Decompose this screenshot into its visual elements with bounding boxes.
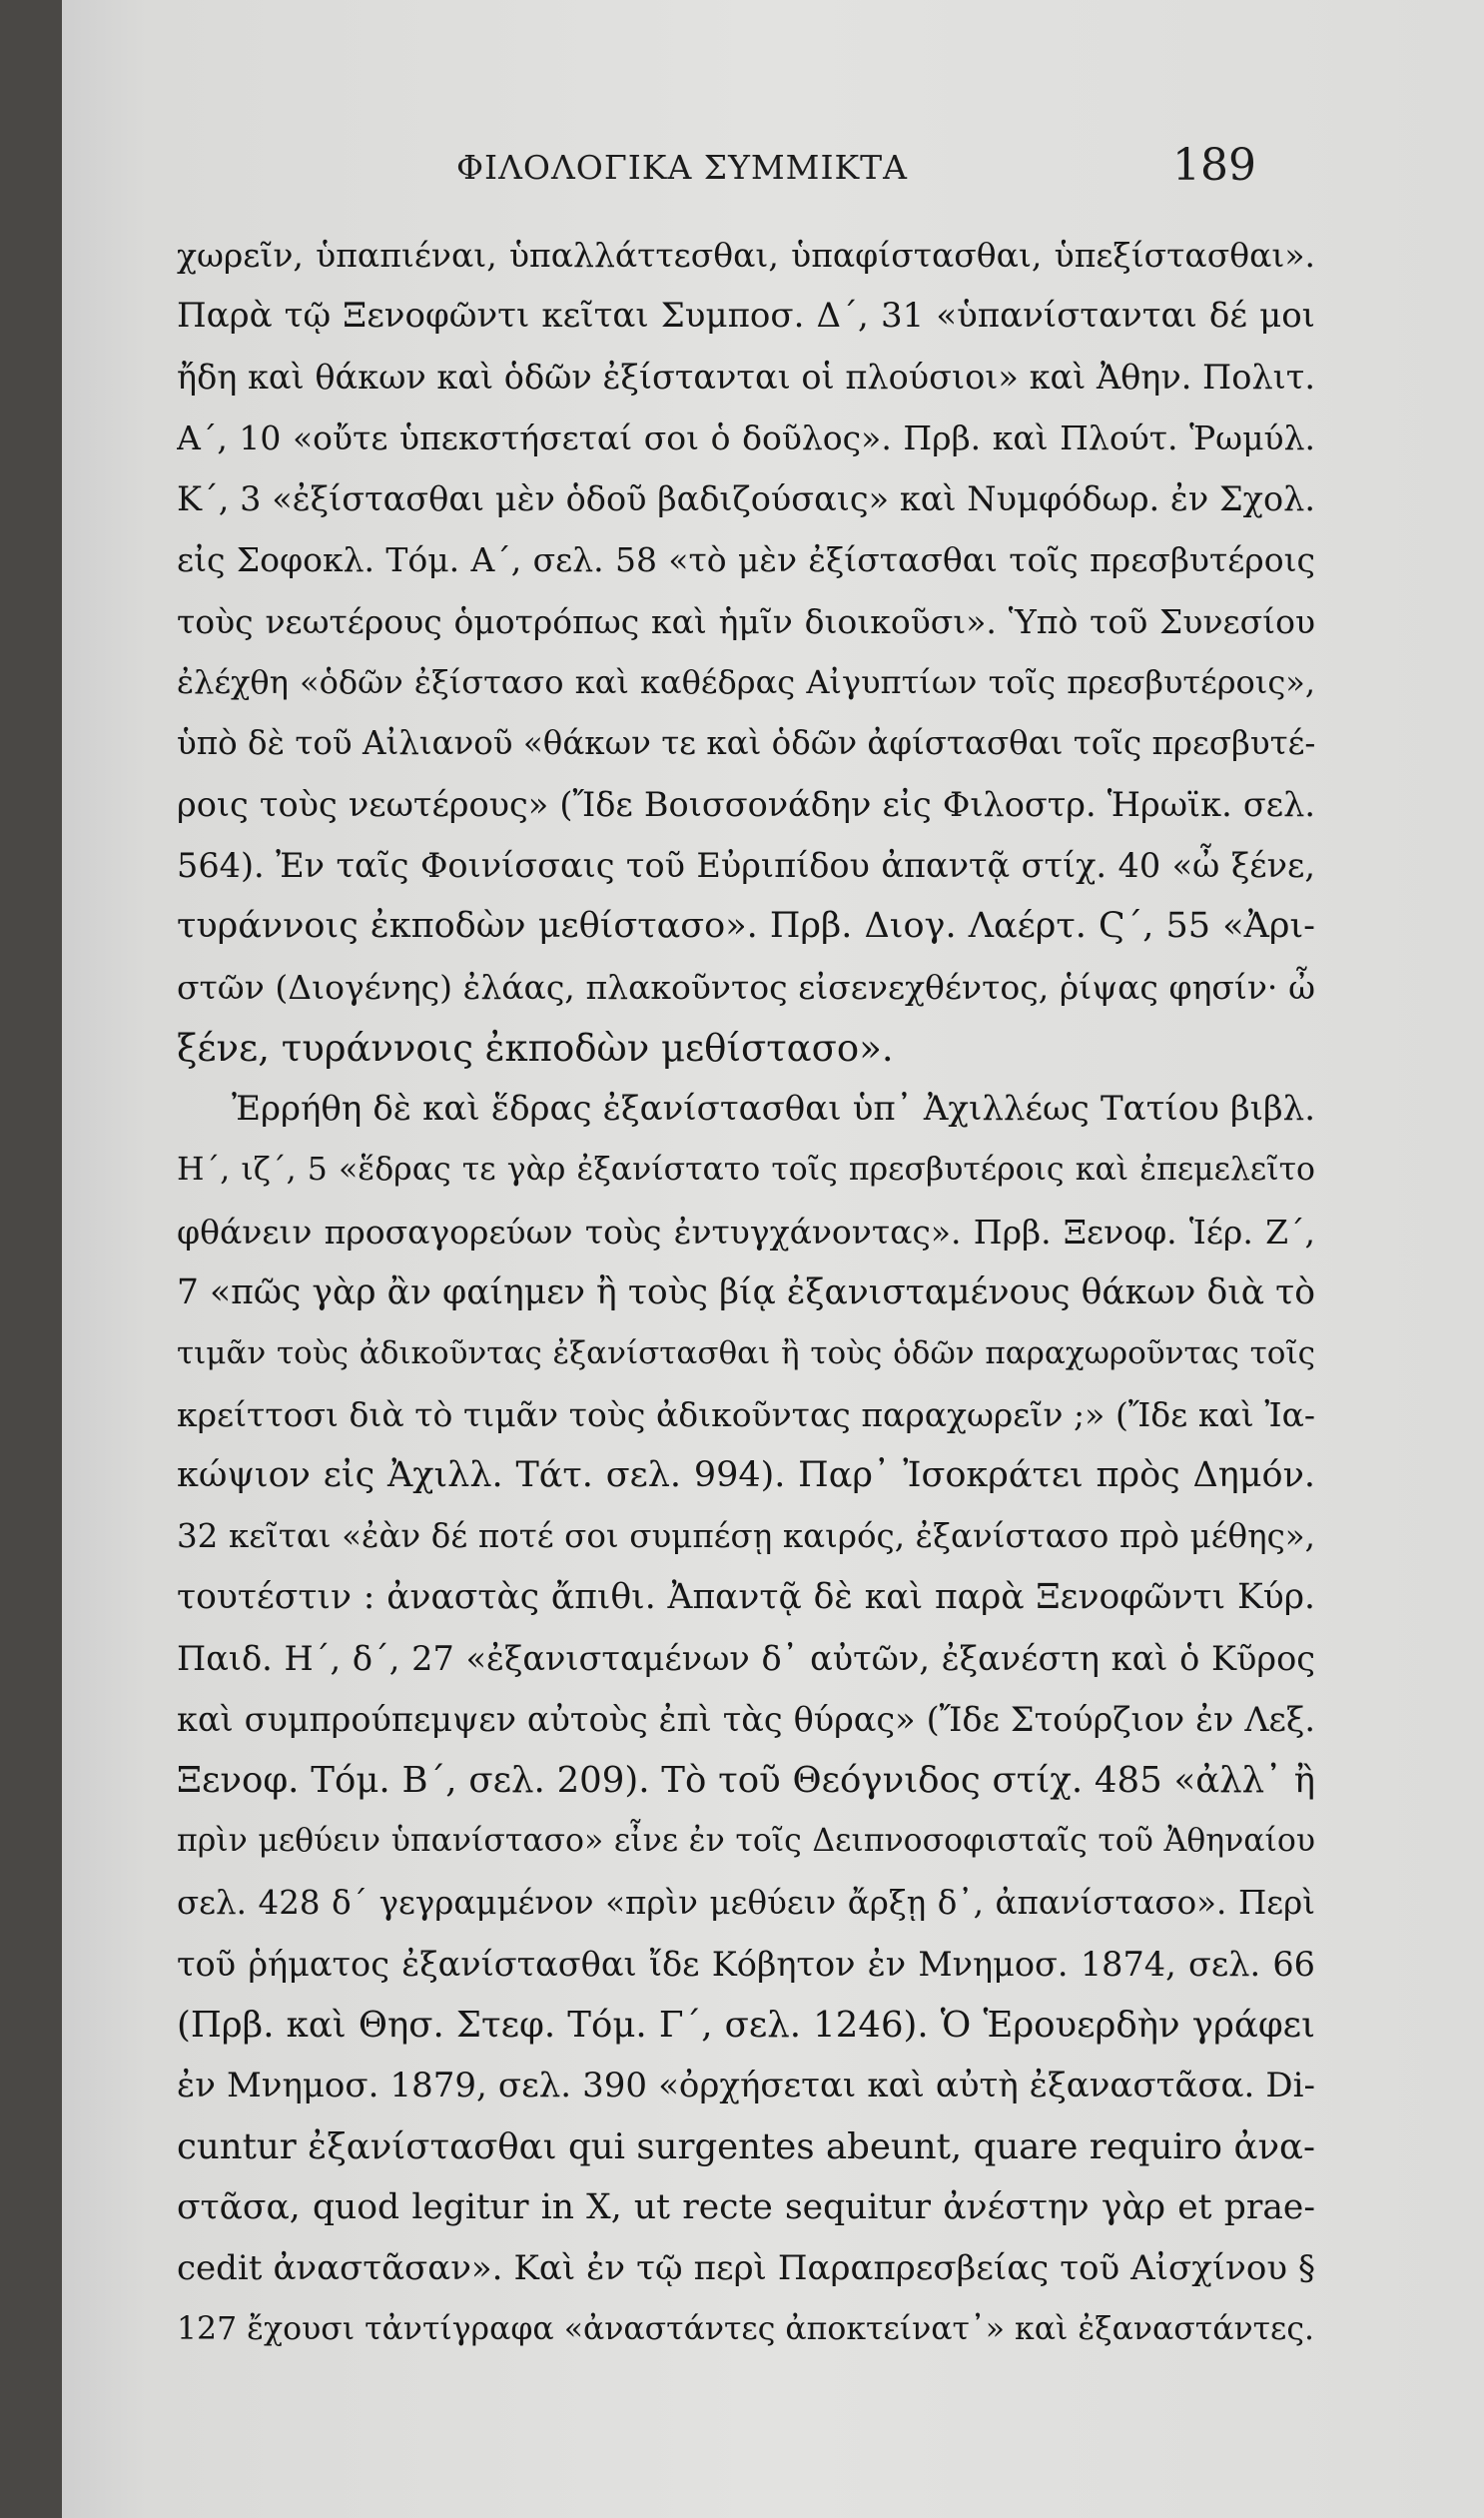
- text-line: (Πρβ. καὶ Θησ. Στεφ. Τόμ. Γ΄, σελ. 1246). Ὁ Ἑρουερδὴν γράφει: [177, 2004, 1315, 2046]
- text-line: Ξενοφ. Τόμ. Β΄, σελ. 209). Τὸ τοῦ Θεόγνιδος στίχ. 485 «ἀλλ᾽ ἢ: [177, 1760, 1315, 1802]
- text-line: ἤδη καὶ θάκων καὶ ὁδῶν ἐξίστανται οἱ πλούσιοι» καὶ Ἀθην. Πολιτ.: [177, 358, 1315, 398]
- text-line: Η΄, ιζ΄, 5 «ἕδρας τε γὰρ ἐξανίστατο τοῖς πρεσβυτέροις καὶ ἐπεμελεῖτο: [177, 1152, 1315, 1189]
- text-line: χωρεῖν, ὑπαπιέναι, ὑπαλλάττεσθαι, ὑπαφίστασθαι, ὑπεξίστασθαι».: [177, 236, 1315, 275]
- text-line: κρείττοσι διὰ τὸ τιμᾶν τοὺς ἀδικοῦντας παραχωρεῖν ;» (Ἴδε καὶ Ἰα-: [177, 1394, 1315, 1434]
- book-page: [62, 0, 1484, 2518]
- text-line: τοὺς νεωτέρους ὁμοτρόπως καὶ ἡμῖν διοικοῦσι». Ὑπὸ τοῦ Συνεσίου: [177, 601, 1315, 641]
- body-text: [177, 225, 1315, 2360]
- text-line: Α΄, 10 «οὔτε ὑπεκστήσεταί σοι ὁ δοῦλος». Πρβ. καὶ Πλούτ. Ῥωμύλ.: [177, 419, 1315, 458]
- text-line: ὑπὸ δὲ τοῦ Αἰλιανοῦ «θάκων τε καὶ ὁδῶν ἀφίστασθαι τοῖς πρεσβυτέ-: [177, 723, 1315, 762]
- text-line: Κ΄, 3 «ἐξίστασθαι μὲν ὁδοῦ βαδιζούσαις» καὶ Νυμφόδωρ. ἐν Σχολ.: [177, 479, 1315, 519]
- text-line: ροις τοὺς νεωτέρους» (Ἴδε Βοισσονάδην εἰς Φιλοστρ. Ἡρωϊκ. σελ.: [177, 784, 1315, 824]
- page-header: [62, 140, 1484, 208]
- text-line: σελ. 428 δ΄ γεγραμμένον «πρὶν μεθύειν ἄρξῃ δ᾽, ἀπανίστασο». Περὶ: [177, 1883, 1315, 1922]
- text-line: Παιδ. Η΄, δ΄, 27 «ἐξανισταμένων δ᾽ αὐτῶν, ἐξανέστη καὶ ὁ Κῦρος: [177, 1639, 1315, 1679]
- text-line: cedit ἀναστᾶσαν». Καὶ ἐν τῷ περὶ Παραπρεσβείας τοῦ Αἰσχίνου §: [177, 2248, 1315, 2289]
- text-line: κώψιον εἰς Ἀχιλλ. Τάτ. σελ. 994). Παρ᾽ Ἰσοκράτει πρὸς Δημόν.: [177, 1454, 1315, 1495]
- text-line: τιμᾶν τοὺς ἀδικοῦντας ἐξανίστασθαι ἢ τοὺς ὁδῶν παραχωροῦντας τοῖς: [177, 1334, 1315, 1371]
- text-line: 32 κεῖται «ἐὰν δέ ποτέ σοι συμπέσῃ καιρός, ἐξανίστασο πρὸ μέθης»,: [177, 1516, 1315, 1555]
- text-line: εἰς Σοφοκλ. Τόμ. Α΄, σελ. 58 «τὸ μὲν ἐξίστασθαι τοῖς πρεσβυτέροις: [177, 540, 1315, 580]
- text-line: cuntur ἐξανίστασθαι qui surgentes abeunt, quare requiro ἀνα-: [177, 2125, 1315, 2167]
- text-line: τυράννοις ἐκποδὼν μεθίστασο». Πρβ. Διογ. Λαέρτ. Ϛ΄, 55 «Ἀρι-: [177, 906, 1315, 947]
- text-line: τουτέστιν : ἀναστὰς ἄπιθι. Ἀπαντᾷ δὲ καὶ παρὰ Ξενοφῶντι Κύρ.: [177, 1577, 1315, 1618]
- running-title: ΦΙΛΟΛΟΓΙΚΑ ΣΥΜΜΙΚΤΑ: [456, 148, 908, 187]
- text-line: 564). Ἐν ταῖς Φοινίσσαις τοῦ Εὐριπίδου ἀπαντᾷ στίχ. 40 «ὦ ξένε,: [177, 845, 1315, 885]
- text-line: πρὶν μεθύειν ὑπανίστασο» εἶνε ἐν τοῖς Δειπνοσοφισταῖς τοῦ Ἀθηναίου: [177, 1823, 1315, 1860]
- text-line: τοῦ ῥήματος ἐξανίστασθαι ἴδε Κόβητον ἐν Μνημοσ. 1874, σελ. 66: [177, 1944, 1315, 1984]
- text-line: ἐλέχθη «ὁδῶν ἐξίστασο καὶ καθέδρας Αἰγυπτίων τοῖς πρεσβυτέροις»,: [177, 662, 1315, 701]
- text-line: 7 «πῶς γὰρ ἂν φαίημεν ἢ τοὺς βίᾳ ἐξανισταμένους θάκων διὰ τὸ: [177, 1271, 1315, 1312]
- text-line: ξένε, τυράννοις ἐκποδὼν μεθίστασο».: [177, 1027, 894, 1071]
- paragraph-start-line: Ἐρρήθη δὲ καὶ ἕδρας ἐξανίστασθαι ὑπ᾽ Ἀχιλλέως Τατίου βιβλ.: [232, 1089, 1315, 1130]
- text-line: καὶ συμπρούπεμψεν αὐτοὺς ἐπὶ τὰς θύρας» (Ἴδε Στούρζιον ἐν Λεξ.: [177, 1700, 1315, 1740]
- text-line: Παρὰ τῷ Ξενοφῶντι κεῖται Συμποσ. Δ΄, 31 «ὑπανίστανται δέ μοι: [177, 296, 1315, 337]
- text-line: στᾶσα, quod legitur in X, ut recte sequitur ἀνέστην γὰρ et prae-: [177, 2187, 1315, 2227]
- text-line: 127 ἔχουσι τἀντίγραφα «ἀναστάντες ἀποκτείνατ᾽» καὶ ἐξαναστάντες.: [177, 2311, 1315, 2348]
- text-line: ἐν Μνημοσ. 1879, σελ. 390 «ὀρχήσεται καὶ αὐτὴ ἐξαναστᾶσα. Di-: [177, 2065, 1315, 2105]
- page-number: 189: [1172, 140, 1256, 191]
- text-line: φθάνειν προσαγορεύων τοὺς ἐντυγχάνοντας». Πρβ. Ξενοφ. Ἱέρ. Ζ΄,: [177, 1212, 1315, 1252]
- text-line: στῶν (Διογένης) ἐλάας, πλακοῦντος εἰσενεχθέντος, ῥίψας φησίν· ὦ: [177, 968, 1315, 1008]
